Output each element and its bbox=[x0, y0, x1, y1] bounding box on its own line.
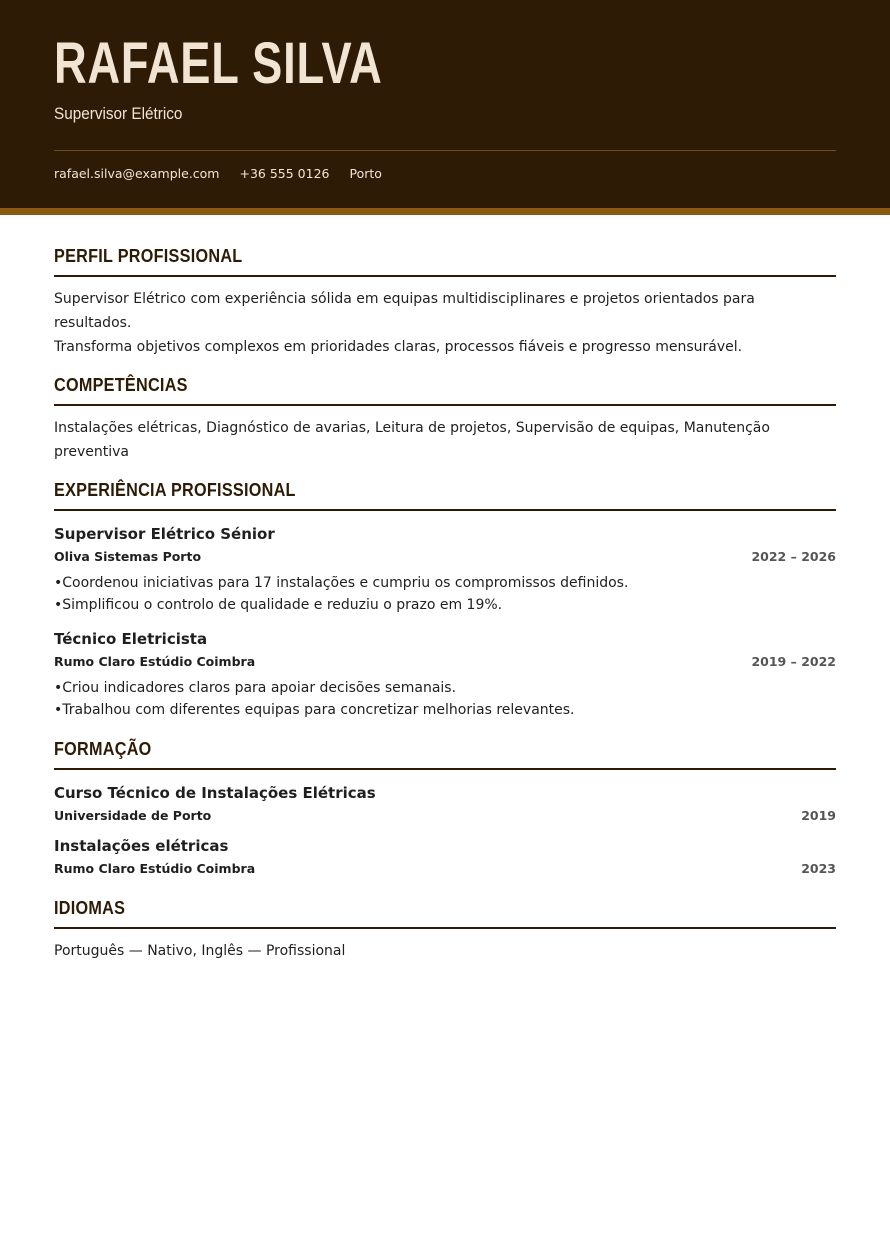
job-entry bbox=[54, 525, 836, 616]
job-dates: 2019 – 2022 bbox=[751, 654, 836, 669]
contact-email[interactable]: rafael.silva@example.com bbox=[54, 166, 220, 181]
job-meta bbox=[54, 654, 836, 669]
education-school: Universidade de Porto bbox=[54, 808, 212, 823]
education-year: 2023 bbox=[801, 861, 836, 876]
education-title: Curso Técnico de Instalações Elétricas bbox=[54, 784, 376, 802]
section-title-skills: COMPETÊNCIAS bbox=[54, 375, 188, 395]
job-bullet: • Trabalhou com diferentes equipas para concretizar melhorias relevantes. bbox=[54, 699, 836, 721]
education-title: Instalações elétricas bbox=[54, 837, 229, 855]
section-title-education: FORMAÇÃO bbox=[54, 739, 152, 759]
section-title-profile: PERFIL PROFISSIONAL bbox=[54, 246, 243, 266]
job-bullet: • Simplificou o controlo de qualidade e reduziu o prazo em 19%. bbox=[54, 594, 836, 616]
job-company: Rumo Claro Estúdio Coimbra bbox=[54, 654, 256, 669]
section-experience bbox=[54, 480, 836, 721]
education-meta bbox=[54, 861, 836, 876]
profile-line-2: Transforma objetivos complexos em prioridades claras, processos fiáveis e progresso mensurável. bbox=[54, 339, 743, 355]
section-skills bbox=[54, 375, 836, 464]
resume-header bbox=[0, 0, 890, 215]
contact-info bbox=[54, 166, 382, 181]
section-title-experience: EXPERIÊNCIA PROFISSIONAL bbox=[54, 480, 296, 500]
job-bullet: • Criou indicadores claros para apoiar decisões semanais. bbox=[54, 677, 836, 699]
education-entry bbox=[54, 784, 836, 823]
contact-city: Porto bbox=[349, 166, 382, 181]
job-title: Supervisor Elétrico Sénior bbox=[54, 525, 275, 543]
section-divider bbox=[54, 509, 836, 511]
section-divider bbox=[54, 927, 836, 929]
job-title: Técnico Eletricista bbox=[54, 630, 208, 648]
section-title-languages: IDIOMAS bbox=[54, 898, 126, 918]
resume-body bbox=[0, 246, 890, 963]
job-dates: 2022 – 2026 bbox=[751, 549, 836, 564]
candidate-role: Supervisor Elétrico bbox=[54, 104, 183, 123]
job-entry bbox=[54, 630, 836, 721]
section-education bbox=[54, 739, 836, 876]
job-company: Oliva Sistemas Porto bbox=[54, 549, 202, 564]
education-meta bbox=[54, 808, 836, 823]
section-divider bbox=[54, 275, 836, 277]
section-divider bbox=[54, 768, 836, 770]
job-bullet: • Coordenou iniciativas para 17 instalações e cumpriu os compromissos definidos. bbox=[54, 572, 836, 594]
education-entry bbox=[54, 837, 836, 876]
job-bullets bbox=[54, 677, 836, 721]
profile-line-1: Supervisor Elétrico com experiência sólida em equipas multidisciplinares e projetos orientados para resultados. bbox=[54, 291, 755, 331]
section-divider bbox=[54, 404, 836, 406]
languages-text: Português — Nativo, Inglês — Profissional bbox=[54, 943, 346, 959]
skills-text: Instalações elétricas, Diagnóstico de avarias, Leitura de projetos, Supervisão de equipas, Manutenção preventiva bbox=[54, 420, 770, 460]
section-languages bbox=[54, 898, 836, 963]
header-divider bbox=[54, 150, 836, 151]
education-year: 2019 bbox=[801, 808, 836, 823]
job-bullets bbox=[54, 572, 836, 616]
contact-phone[interactable]: +36 555 0126 bbox=[239, 166, 330, 181]
education-school: Rumo Claro Estúdio Coimbra bbox=[54, 861, 256, 876]
candidate-name: RAFAEL SILVA bbox=[54, 31, 383, 96]
section-profile bbox=[54, 246, 836, 359]
job-meta bbox=[54, 549, 836, 564]
